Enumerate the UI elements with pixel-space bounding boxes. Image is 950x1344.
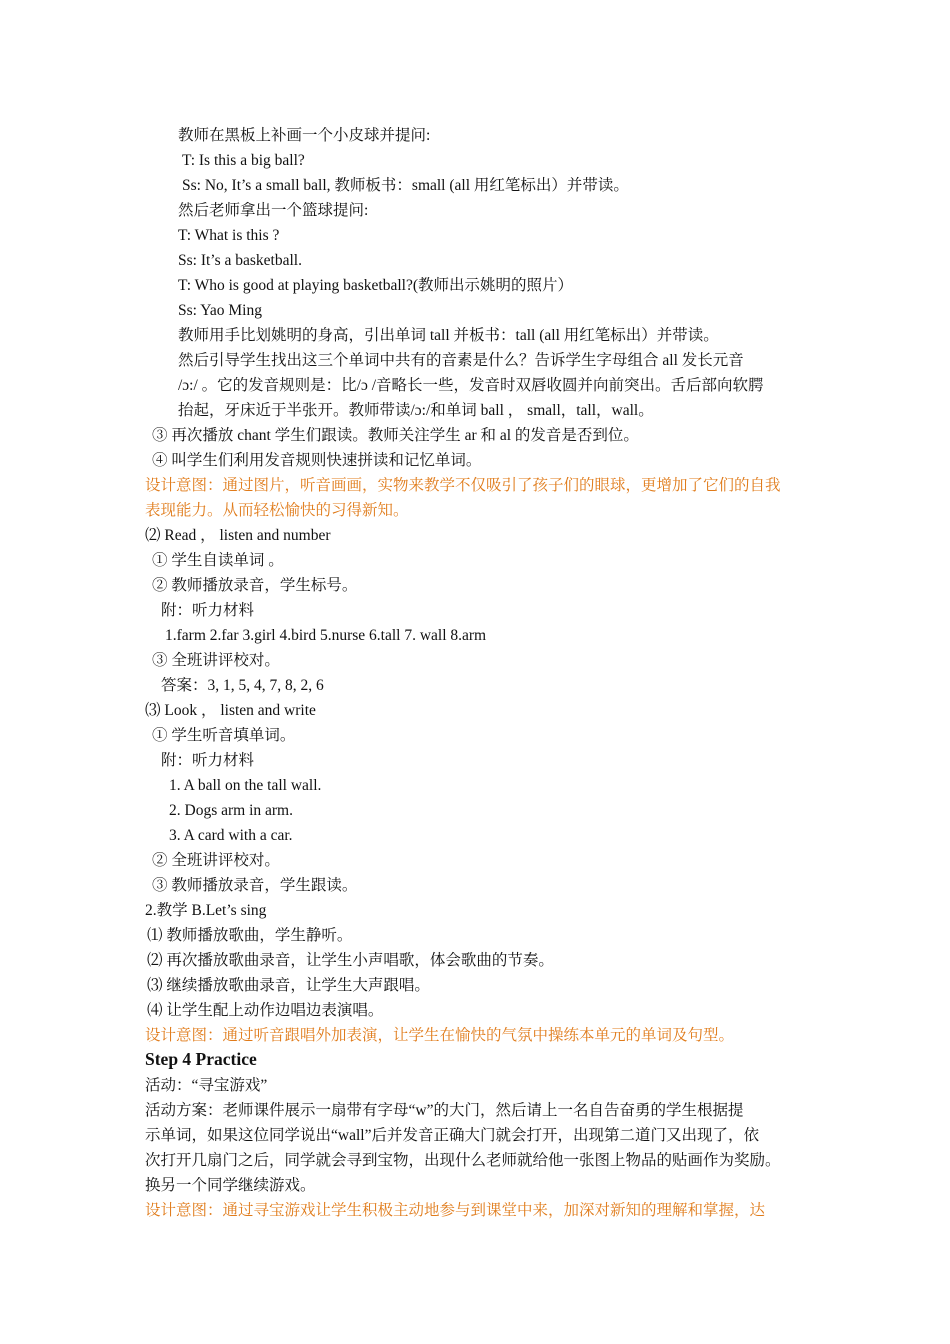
text-line: 然后老师拿出一个篮球提问: — [178, 202, 369, 219]
text-line: 1. A ball on the tall wall. — [169, 777, 322, 794]
text-line: ⑴ 教师播放歌曲，学生静听。 — [147, 927, 353, 944]
text-line: 2. Dogs arm in arm. — [169, 802, 293, 819]
text-line: ⑷ 让学生配上动作边唱边表演唱。 — [147, 1002, 384, 1019]
text-line: T: Who is good at playing basketball?(教师出示姚明的照片） — [178, 277, 574, 294]
text-line: /ɔ:/ 。它的发音规则是：比/ɔ /音略长一些，发音时双唇收圆并向前突出。舌后部向软腭 — [178, 377, 764, 394]
text-line: ② 全班讲评校对。 — [152, 852, 280, 869]
text-line: 抬起，牙床近于半张开。教师带读/ɔ:/和单词 ball ， small，tall，wall。 — [178, 402, 654, 419]
text-line: 附：听力材料 — [161, 602, 255, 619]
text-line: 教师在黑板上补画一个小皮球并提问: — [178, 127, 431, 144]
design-intent-note: 设计意图：通过听音跟唱外加表演，让学生在愉快的气氛中操练本单元的单词及句型。 — [145, 1027, 735, 1044]
text-line: ④ 叫学生们利用发音规则快速拼读和记忆单词。 — [152, 452, 482, 469]
text-line: ⑵ 再次播放歌曲录音，让学生小声唱歌，体会歌曲的节奏。 — [147, 952, 554, 969]
text-line: Ss: Yao Ming — [178, 302, 262, 319]
text-line: ⑶ 继续播放歌曲录音，让学生大声跟唱。 — [147, 977, 430, 994]
text-line: 次打开几扇门之后，同学就会寻到宝物，出现什么老师就给他一张图上物品的贴画作为奖励。 — [145, 1152, 781, 1169]
subsection-heading: ⑶ Look ， listen and write — [145, 702, 316, 719]
text-line: Ss: It’s a basketball. — [178, 252, 302, 269]
text-line: 教师用手比划姚明的身高，引出单词 tall 并板书：tall (all 用红笔标出）并带读。 — [178, 327, 719, 344]
text-line: T: What is this ? — [178, 227, 280, 244]
text-line: Ss: No, It’s a small ball, 教师板书：small (all 用红笔标出）并带读。 — [182, 177, 629, 194]
text-line: 1.farm 2.far 3.girl 4.bird 5.nurse 6.tall 7. wall 8.arm — [165, 627, 487, 644]
design-intent-note: 设计意图：通过图片，听音画画，实物来教学不仅吸引了孩子们的眼球，更增加了它们的自我 — [145, 477, 781, 494]
text-line: 3. A card with a car. — [169, 827, 293, 844]
text-line: ② 教师播放录音，学生标号。 — [152, 577, 358, 594]
text-line: 答案：3, 1, 5, 4, 7, 8, 2, 6 — [161, 677, 324, 694]
text-line: 活动方案：老师课件展示一扇带有字母“w”的大门，然后请上一名自告奋勇的学生根据提 — [145, 1102, 744, 1119]
text-line: 然后引导学生找出这三个单词中共有的音素是什么？告诉学生字母组合 all 发长元音 — [178, 352, 744, 369]
text-line: ① 学生听音填单词。 — [152, 727, 296, 744]
text-line: 示单词，如果这位同学说出“wall”后并发音正确大门就会打开，出现第二道门又出现了，依 — [145, 1127, 759, 1144]
step-heading: Step 4 Practice — [145, 1049, 257, 1069]
design-intent-note: 表现能力。从而轻松愉快的习得新知。 — [145, 502, 409, 519]
design-intent-note: 设计意图：通过寻宝游戏让学生积极主动地参与到课堂中来，加深对新知的理解和掌握，达 — [145, 1202, 766, 1219]
subsection-heading: 2.教学 B.Let’s sing — [145, 902, 267, 919]
text-line: ③ 教师播放录音，学生跟读。 — [152, 877, 358, 894]
text-line: 活动：“寻宝游戏” — [145, 1077, 268, 1094]
text-line: ① 学生自读单词 。 — [152, 552, 284, 569]
text-line: 附：听力材料 — [161, 752, 255, 769]
text-line: ③ 再次播放 chant 学生们跟读。教师关注学生 ar 和 al 的发音是否到位。 — [152, 427, 639, 444]
text-line: 换另一个同学继续游戏。 — [145, 1177, 316, 1194]
text-line: ③ 全班讲评校对。 — [152, 652, 280, 669]
subsection-heading: ⑵ Read ， listen and number — [145, 527, 331, 544]
text-line: T: Is this a big ball? — [182, 152, 305, 169]
